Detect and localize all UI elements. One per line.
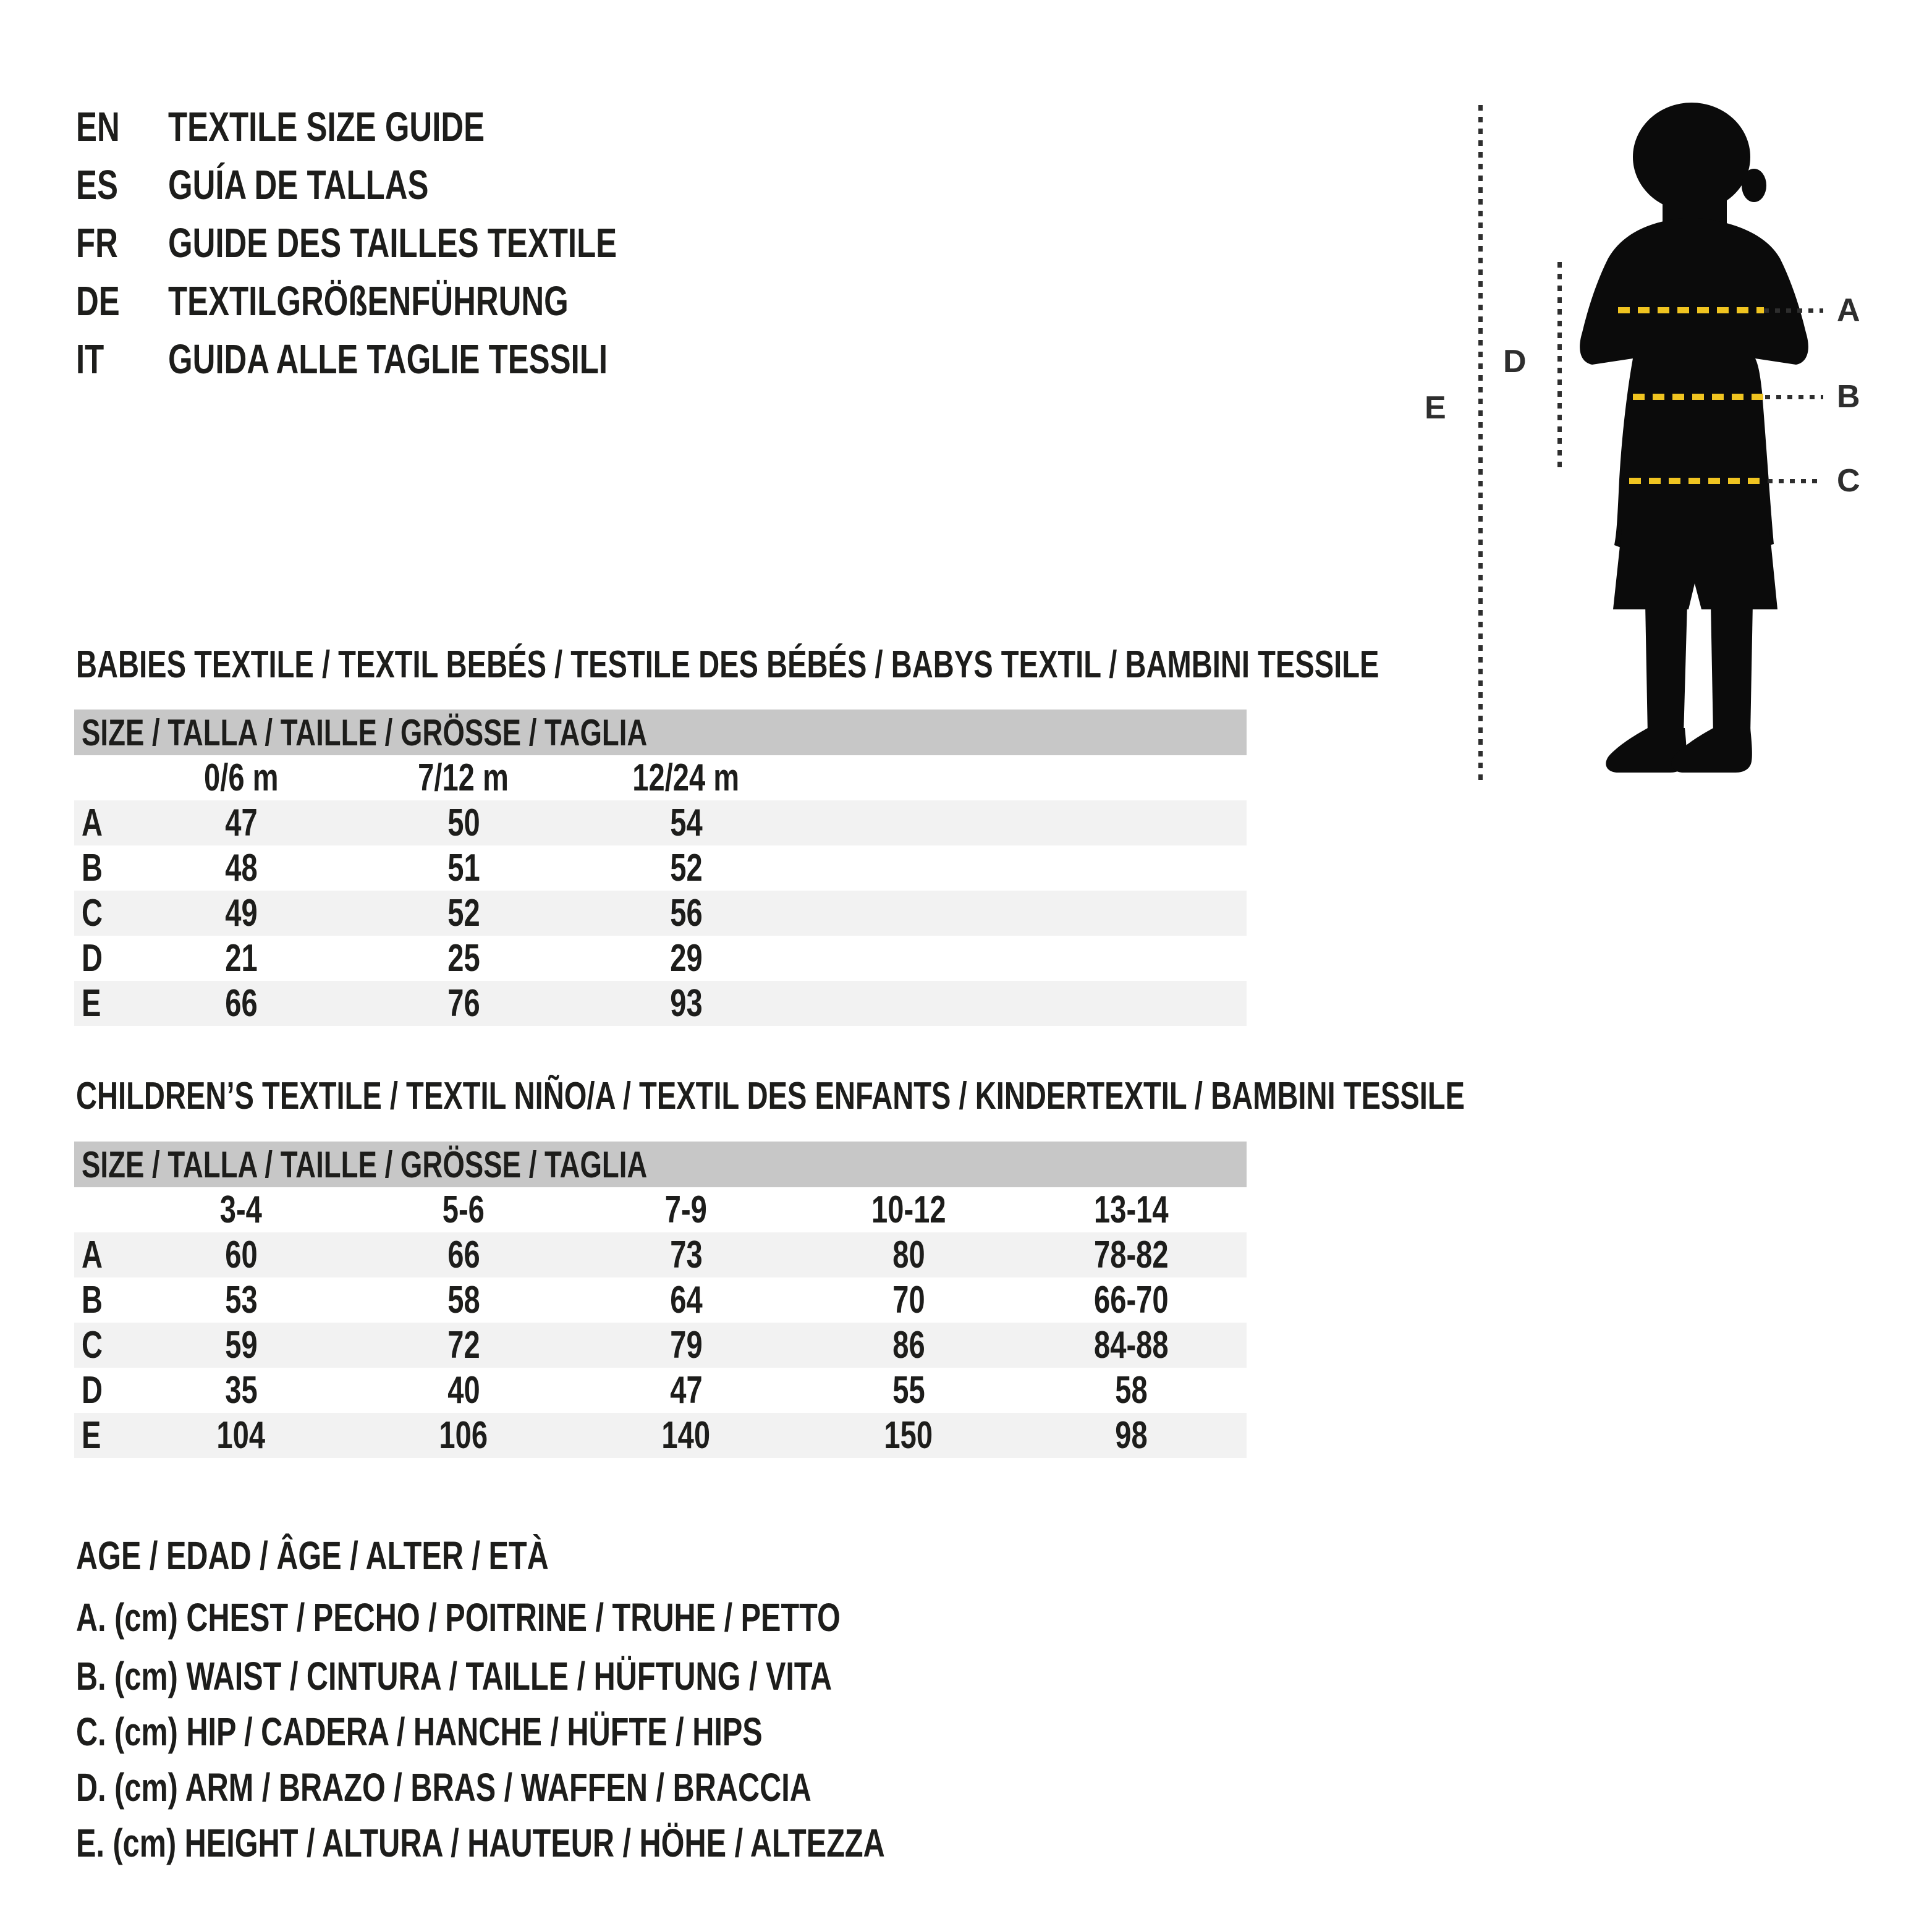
language-code-text: DE <box>76 278 120 324</box>
row-label <box>74 891 130 935</box>
hip-line-connector <box>1768 479 1823 483</box>
table-cell <box>575 846 797 890</box>
cell-value: 104 <box>216 1414 266 1457</box>
legend-text: E. (cm) HEIGHT / ALTURA / HAUTEUR / HÖHE / ALTEZZA <box>76 1821 885 1865</box>
table-cell <box>1020 1233 1242 1277</box>
silhouette-left-leg <box>1645 603 1687 735</box>
table-row-d <box>74 936 1247 981</box>
cell-value: 70 <box>892 1279 925 1321</box>
table-cell <box>352 1233 575 1277</box>
cell-value: 52 <box>447 892 480 934</box>
table-row-e <box>74 981 1247 1026</box>
cell-value: 66-70 <box>1093 1279 1169 1321</box>
language-title: TEXTILE SIZE GUIDE <box>168 103 485 150</box>
language-title: GUIDA ALLE TAGLIE TESSILI <box>168 336 608 383</box>
cell-value: 60 <box>224 1234 258 1276</box>
cell-value: 58 <box>1114 1369 1148 1412</box>
cell-value: 84-88 <box>1093 1324 1169 1366</box>
table-cell <box>352 846 575 890</box>
row-label <box>74 801 130 845</box>
column-header <box>130 756 352 800</box>
chest-line-connector <box>1764 308 1823 313</box>
column-header <box>130 1188 352 1232</box>
table-cell <box>575 1413 797 1457</box>
cell-value: 51 <box>447 847 480 889</box>
table-cell <box>352 981 575 1025</box>
table-cell <box>130 1233 352 1277</box>
cell-value: 66 <box>447 1234 480 1276</box>
language-code-text: ES <box>76 161 118 208</box>
arm-measure-line-d <box>1557 262 1562 471</box>
table-cell <box>1020 1278 1242 1322</box>
legend-text: D. (cm) ARM / BRAZO / BRAS / WAFFEN / BRACCIA <box>76 1765 811 1810</box>
column-header-text: 12/24 m <box>632 756 740 799</box>
table-row-a <box>74 1232 1247 1277</box>
cell-value: 55 <box>892 1369 925 1412</box>
legend-height <box>76 1821 1140 1865</box>
children-section-title <box>76 1074 1904 1117</box>
language-row-en <box>76 98 758 156</box>
table-cell <box>1020 1323 1242 1367</box>
cell-value: 25 <box>447 937 480 980</box>
row-label <box>74 1233 130 1277</box>
marker-label-d <box>1503 343 1546 380</box>
row-label <box>74 1278 130 1322</box>
cell-value: 49 <box>224 892 258 934</box>
table-cell <box>575 801 797 845</box>
language-title: GUÍA DE TALLAS <box>168 161 429 208</box>
language-code <box>76 278 168 325</box>
cell-value: 78-82 <box>1093 1234 1169 1276</box>
marker-label-b <box>1837 378 1880 415</box>
legend-arm <box>76 1766 1044 1809</box>
table-cell <box>352 891 575 935</box>
table-cell <box>575 981 797 1025</box>
cell-value: 47 <box>224 802 258 844</box>
cell-value: 86 <box>892 1324 925 1366</box>
table-cell <box>797 1233 1020 1277</box>
cell-value: 66 <box>224 982 258 1025</box>
children-table-header-bar <box>74 1142 1247 1187</box>
cell-value: 59 <box>224 1324 258 1366</box>
language-row-de <box>76 272 758 330</box>
column-header <box>575 756 797 800</box>
table-cell <box>130 801 352 845</box>
table-row-c <box>74 1323 1247 1368</box>
row-label <box>74 1368 130 1412</box>
table-cell <box>130 1278 352 1322</box>
legend-age <box>76 1534 698 1577</box>
row-label-text: B <box>82 847 103 889</box>
cell-value: 73 <box>669 1234 703 1276</box>
babies-column-header-row <box>74 755 1247 800</box>
cell-value: 48 <box>224 847 258 889</box>
silhouette-ear <box>1742 169 1766 202</box>
table-cell <box>352 801 575 845</box>
table-cell <box>575 1278 797 1322</box>
table-cell <box>575 936 797 980</box>
column-header-text: 7/12 m <box>418 756 509 799</box>
row-label-text: D <box>82 937 103 980</box>
legend-text: B. (cm) WAIST / CINTURA / TAILLE / HÜFTUNG / VITA <box>76 1654 833 1698</box>
column-header-text: 10-12 <box>871 1188 946 1231</box>
marker-text: D <box>1503 344 1527 379</box>
table-cell <box>575 1233 797 1277</box>
size-header-text: SIZE / TALLA / TAILLE / GRÖSSE / TAGLIA <box>82 711 648 753</box>
table-cell <box>1020 1368 1242 1412</box>
language-code-text: FR <box>76 219 118 266</box>
chest-line-yellow <box>1618 307 1764 313</box>
column-header-text: 3-4 <box>219 1188 263 1231</box>
table-cell <box>352 1323 575 1367</box>
language-guide <box>76 98 758 388</box>
children-section-title-text: CHILDREN’S TEXTILE / TEXTIL NIÑO/A / TEXTIL DES ENFANTS / KINDERTEXTIL / BAMBINI TESSILE <box>76 1074 1465 1117</box>
height-measure-line-e <box>1478 105 1483 780</box>
row-label-text: B <box>82 1279 103 1321</box>
babies-size-table <box>74 710 1247 1026</box>
column-header <box>1020 1188 1242 1232</box>
row-label-text: A <box>82 1234 103 1276</box>
table-cell <box>130 1413 352 1457</box>
legend-chest <box>76 1596 1082 1639</box>
table-cell <box>797 1413 1020 1457</box>
column-header <box>352 1188 575 1232</box>
marker-text: E <box>1425 390 1446 426</box>
language-code <box>76 336 168 383</box>
legend-text: C. (cm) HIP / CADERA / HANCHE / HÜFTE / HIPS <box>76 1710 763 1754</box>
marker-text: C <box>1837 463 1860 499</box>
cell-value: 80 <box>892 1234 925 1276</box>
column-header-text: 13-14 <box>1093 1188 1169 1231</box>
table-cell <box>1020 1413 1242 1457</box>
legend-waist <box>76 1654 1070 1698</box>
column-header <box>352 756 575 800</box>
table-cell <box>130 891 352 935</box>
table-cell <box>352 1278 575 1322</box>
language-code <box>76 161 168 209</box>
table-cell <box>575 891 797 935</box>
hip-line-yellow <box>1629 478 1768 484</box>
language-code-text: EN <box>76 103 120 150</box>
table-row-a <box>74 800 1247 845</box>
cell-value: 72 <box>447 1324 480 1366</box>
cell-value: 79 <box>669 1324 703 1366</box>
language-row-fr <box>76 214 758 272</box>
children-size-table <box>74 1142 1247 1458</box>
row-label <box>74 1323 130 1367</box>
cell-value: 140 <box>661 1414 711 1457</box>
row-label-text: A <box>82 802 103 844</box>
cell-value: 76 <box>447 982 480 1025</box>
cell-value: 106 <box>439 1414 488 1457</box>
language-row-it <box>76 330 758 388</box>
column-header-text: 7-9 <box>664 1188 708 1231</box>
legend-hip <box>76 1710 979 1753</box>
table-row-b <box>74 845 1247 891</box>
cell-value: 29 <box>669 937 703 980</box>
cell-value: 58 <box>447 1279 480 1321</box>
cell-value: 93 <box>669 982 703 1025</box>
row-label <box>74 1413 130 1457</box>
child-silhouette-icon <box>1570 103 1817 776</box>
table-cell <box>797 1368 1020 1412</box>
cell-value: 64 <box>669 1279 703 1321</box>
table-cell <box>352 936 575 980</box>
silhouette-shorts <box>1613 523 1777 609</box>
language-code <box>76 103 168 151</box>
legend-text: A. (cm) CHEST / PECHO / POITRINE / TRUHE / PETTO <box>76 1595 841 1640</box>
cell-value: 54 <box>669 802 703 844</box>
table-cell <box>352 1368 575 1412</box>
language-code <box>76 219 168 267</box>
marker-text: B <box>1837 379 1860 415</box>
table-cell <box>130 1323 352 1367</box>
table-row-c <box>74 891 1247 936</box>
babies-section-title <box>76 643 1790 686</box>
children-column-header-row <box>74 1187 1247 1232</box>
table-cell <box>797 1278 1020 1322</box>
cell-value: 35 <box>224 1369 258 1412</box>
language-title: TEXTILGRÖßENFÜHRUNG <box>168 278 569 324</box>
row-label-text: E <box>82 1414 101 1457</box>
row-label-text: C <box>82 892 103 934</box>
marker-label-a <box>1837 292 1880 329</box>
cell-value: 52 <box>669 847 703 889</box>
marker-text: A <box>1837 292 1860 328</box>
cell-value: 47 <box>669 1369 703 1412</box>
marker-label-e <box>1425 389 1468 426</box>
column-header-text: 0/6 m <box>203 756 279 799</box>
cell-value: 56 <box>669 892 703 934</box>
row-label-text: E <box>82 982 101 1025</box>
table-row-d <box>74 1368 1247 1413</box>
language-code-text: IT <box>76 336 104 383</box>
babies-section-title-text: BABIES TEXTILE / TEXTIL BEBÉS / TESTILE DES BÉBÉS / BABYS TEXTIL / BAMBINI TESSILE <box>76 643 1379 686</box>
column-header <box>797 1188 1020 1232</box>
row-label-text: C <box>82 1324 103 1366</box>
row-label <box>74 846 130 890</box>
row-label <box>74 936 130 980</box>
legend-text: AGE / EDAD / ÂGE / ALTER / ETÀ <box>76 1533 549 1578</box>
table-cell <box>575 1368 797 1412</box>
language-title: GUIDE DES TAILLES TEXTILE <box>168 219 617 266</box>
silhouette-right-leg <box>1711 603 1753 735</box>
cell-value: 50 <box>447 802 480 844</box>
waist-line-connector <box>1765 395 1823 399</box>
cell-value: 21 <box>224 937 258 980</box>
babies-table-header-bar <box>74 710 1247 755</box>
language-row-es <box>76 156 758 214</box>
table-row-e <box>74 1413 1247 1458</box>
table-cell <box>575 1323 797 1367</box>
table-row-b <box>74 1277 1247 1323</box>
table-cell <box>130 846 352 890</box>
size-header-text: SIZE / TALLA / TAILLE / GRÖSSE / TAGLIA <box>82 1143 648 1185</box>
cell-value: 53 <box>224 1279 258 1321</box>
table-cell <box>130 981 352 1025</box>
marker-label-c <box>1837 462 1880 499</box>
cell-value: 40 <box>447 1369 480 1412</box>
row-label-text: D <box>82 1369 103 1412</box>
cell-value: 150 <box>884 1414 933 1457</box>
cell-value: 98 <box>1114 1414 1148 1457</box>
column-header-text: 5-6 <box>442 1188 485 1231</box>
table-cell <box>130 1368 352 1412</box>
silhouette-torso <box>1580 218 1808 558</box>
table-cell <box>130 936 352 980</box>
table-cell <box>797 1323 1020 1367</box>
table-cell <box>352 1413 575 1457</box>
column-header <box>575 1188 797 1232</box>
row-label <box>74 981 130 1025</box>
waist-line-yellow <box>1633 394 1765 400</box>
